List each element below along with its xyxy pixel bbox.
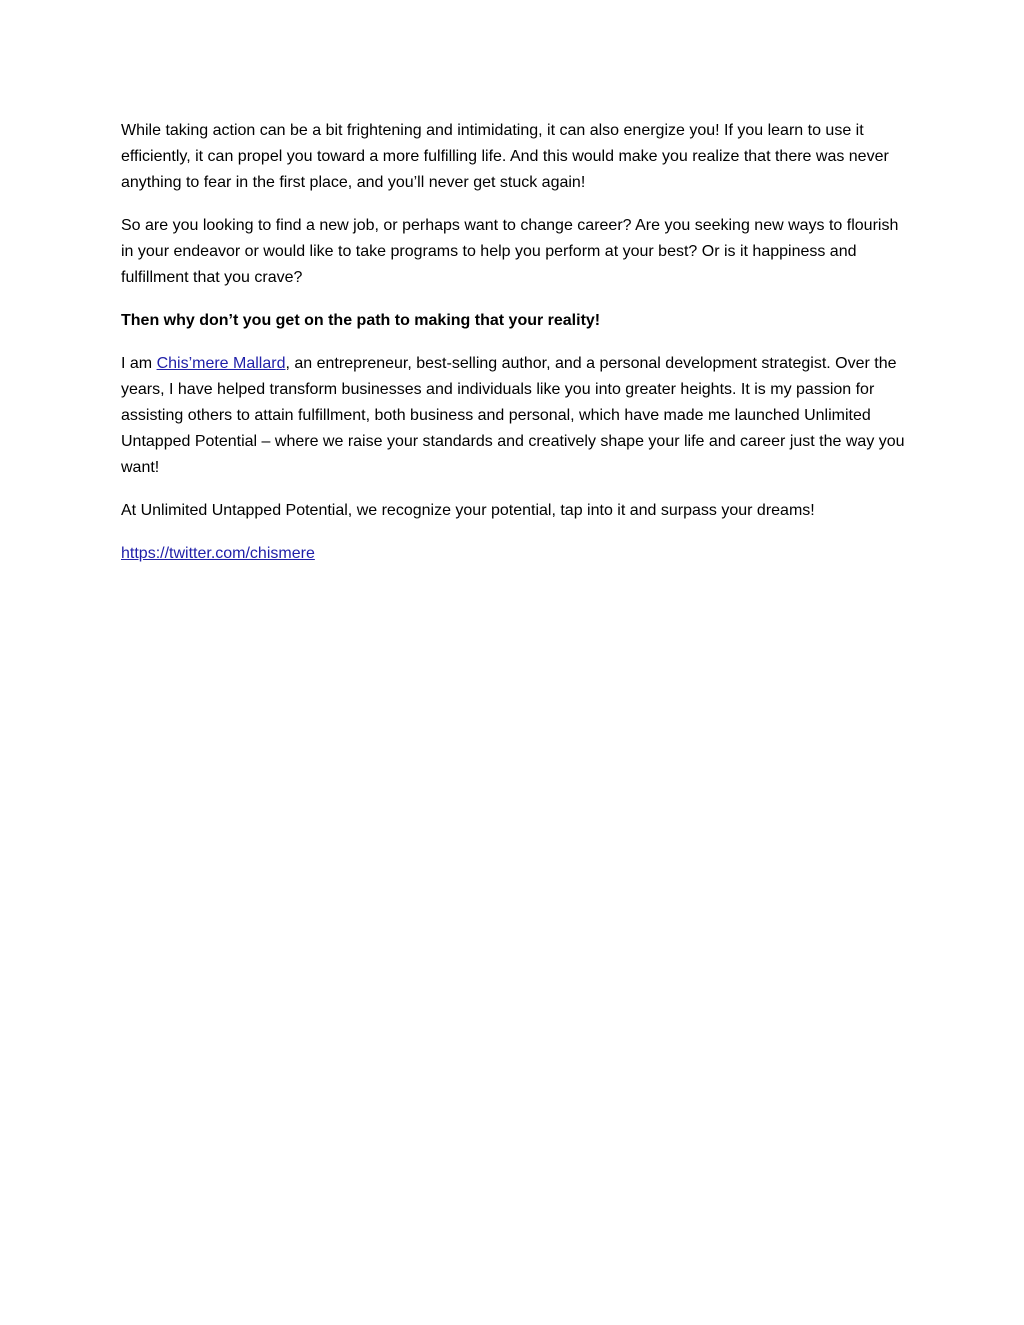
document-body: [121, 118, 911, 584]
paragraph-questions: So are you looking to find a new job, or perhaps want to change career? Are you seeking new ways to flourish in your endeavor or would like to take programs to help you perform at your best? Or is it happiness and fulfillment that you crave?: [121, 217, 899, 286]
twitter-link[interactable]: https://twitter.com/chismere: [121, 545, 315, 562]
author-name-link[interactable]: Chis’mere Mallard: [156, 355, 286, 372]
about-prefix: I am: [121, 355, 157, 372]
paragraph-closing: At Unlimited Untapped Potential, we recognize your potential, tap into it and surpass your dreams!: [121, 502, 815, 519]
about-text: , an entrepreneur, best-selling author, and a personal development strategist. Over the years, I have helped transform businesses and individuals like you into greater heights. It is my passion for assisting others to attain fulfillment, both business and personal, which have made me launched Unlimited Untapped Potential – where we raise your standards and creatively shape your life and career just the way you want!: [121, 355, 905, 476]
paragraph-call-to-action: Then why don’t you get on the path to making that your reality!: [121, 312, 601, 329]
paragraph-about: [121, 351, 911, 481]
paragraph-twitter: [121, 541, 911, 567]
paragraph-intro: While taking action can be a bit frightening and intimidating, it can also energize you! If you learn to use it efficiently, it can propel you toward a more fulfilling life. And this would make you realize that there was never anything to fear in the first place, and you’ll never get stuck again!: [121, 122, 889, 191]
